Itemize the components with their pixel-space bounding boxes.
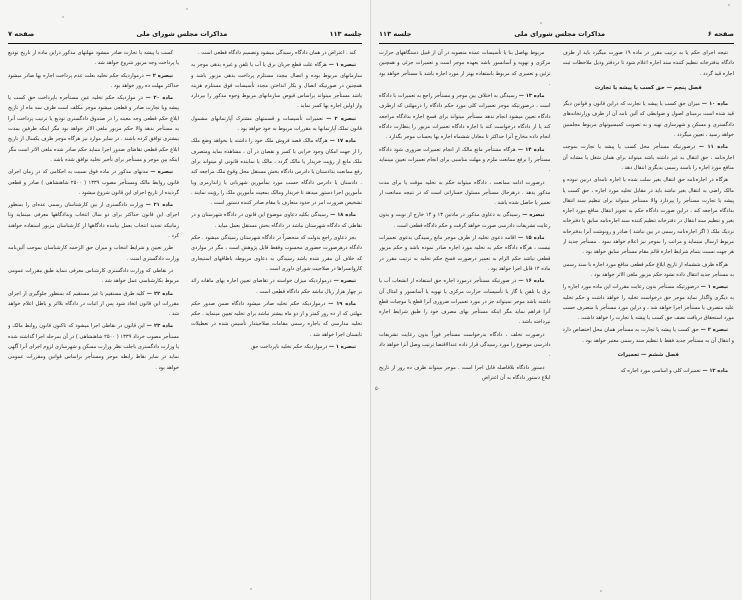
article-paragraph [191,210,362,231]
article-paragraph [191,342,362,352]
text-column-left [8,48,179,582]
article-paragraph [191,60,362,111]
article-number: ماده ۱۳ — [517,93,545,100]
article-text: در مواردیکه حکم تخلیه عین مستأجره باپرداخت حق کسب یا پیشه ویا تجارت صادر و قطعی میشود موجر مکلف است ظرف سه ماه از تاریخ ابلاغ حکم قطعی وجه معینه را در صندوق دادگستری تودیع یا ترتیب پرداخت آنرا به مستأجر بدهد والا حکم مزبور ملغی الاثر خواهد بود مگر اینکه طرفین بمدت بیشتری توافق کرده باشند . در سایر موارد نیز هرگاه موجر ظرف یکسال از تاریخ ابلاغ حکم قطعی تقاضای صدور اجرا ننماید حکم صادر شده ملغی الاثر است مگر اینکه بین موجر و مستأجر برای تأخیر تخلیه توافق شده باشد . [8,95,179,163]
text-column-left [379,48,551,582]
article-text: طرز تعیین و شرایط انتخاب و میزان حق الزحمه کارشناسان بموجب آئین‌نامه وزارت دادگستری است . [8,245,179,262]
header-title: مذاکرات مجلس شورای ملی [514,30,606,38]
article-text: مدتهای مذکور در ماده فوق نسبت به احکامی که در زمان اجرای قانون روابط مالک ومستأجر مصوب ۱۳۳۹ ( ۲۵۰۰ شاهنشاهی ) صادر و قطعی گردیده از تاریخ اجرای این قانون شروع میشود . [8,169,179,196]
article-paragraph [191,136,362,208]
article-number: ماده ۲۳ — [144,323,174,330]
article-paragraph [379,178,551,209]
section-title: فصل پنجم — حق کسب یا پیشه یا تجارت [594,84,702,91]
article-text: نتیجه اجرای حکم یا به ترتیب مقرر در ماده ۱۹ صورت میگیرد باید از طرف دادگاه بدفترخانه تنظیم کننده سند اجاره اعلام شود تا دردفتر وذیل ملاحظات ثبت اجاره قید گردد . [562,50,734,77]
text-column-right [563,48,735,582]
right-page-columns [379,48,734,582]
article-paragraph [8,200,179,241]
article-paragraph [379,210,551,231]
article-text: مربوط بهاصل بنا یا تأسیسات عمده منصوبه در آن از قبیل دستگاههای حرارت مرکزی و تهویه و آسانسور باشد بعهده موجر است و تعمیرات جزئی و همچنین تزئین و تعمیری که مربوط باستفاده بهتر از مورد اجاره باشد با مستأجر خواهد بود . [379,50,551,87]
article-text: رسیدگی بکلیه دعاوی موضوع این قانون در دادگاه شهرستان و در نقاطی که دادگاه شهرستان نباشد در دادگاه بخش مستقل بعمل میاید . [191,212,362,229]
session-label: جلسه ۱۱۳ [379,30,412,38]
article-paragraph [563,142,735,173]
article-number: ماده ۱۴ — [515,146,545,153]
article-text: دستور دادگاه بلافاصله قابل اجرا است . موجر میتواند ظرف ده روز از تاریخ ابلاغ دستور دادگاه به آن اعتراض [379,364,551,381]
scan-speck [186,8,188,10]
margin-note: ۵۰ [375,386,381,392]
scan-speck [540,22,542,24]
article-paragraph [191,276,362,297]
left-page-header [8,27,362,41]
article-text: وزارت دادگستری از بین کارشناسان رسمی عده‌ای را بمنظور اجرای این قانون حداکثر برای دو سال انتخاب وبدادگاهها معرفی مینماید وتا زمانیکه تجدید انتخاب بعمل نیامده دادگاهها از کارشناسان مزبور استفاده خواهند کرد . [8,202,179,240]
article-number: ماده ۱۸ — [328,212,356,219]
article-paragraph [8,289,179,320]
left-page-columns [8,48,362,582]
article-number: ماده ۲۰ — [142,95,174,102]
article-paragraph [379,330,551,361]
article-paragraph [563,325,735,346]
article-number: تبصره — [520,212,545,219]
right-page [371,0,742,600]
article-text: این قانون در نقاطی اجرا میشود که تاکنون قانون روابط مالک و مستأجر مصوب خرداد ۱۳۳۹ ( ۲۵۰۰ شاهنشاهی ) در آن بمرحله اجرا گذاشته شده یا وزارت دادگستری باجلب نظر وزارت مسکن و شهرسازی لزوم اجرای آنرا آگهی نماید در سایر نقاط رابطه موجر ومستأجر براساس قوانین ومقررات عمومی خواهد بود . [8,323,179,371]
article-number: تبصره ۱ — [327,344,356,351]
article-number: ماده ۱۰ — [699,101,729,108]
article-text: درمواردیکه حکم تخلیه بعلت عدم پرداخت اجاره بها صادر میشود حداکثر مهلت ده روز خواهد بود . [8,72,179,89]
article-number: تبصره ۲ — [143,72,173,79]
article-text: در نقاطی که وزارت دادگستری کارشناس معرفی ننماید طبق مقررات عمومی مربوط بکارشناسی عمل خواهد شد . [8,267,179,285]
header-rule [8,43,362,44]
article-paragraph [379,363,551,384]
article-number: ماده ۱۷ — [327,138,357,145]
article-paragraph [379,233,551,274]
article-paragraph [379,91,551,142]
article-number: ماده ۱۲ — [700,368,728,375]
article-paragraph [563,366,735,376]
article-paragraph [563,48,735,79]
article-number: ماده ۱۶ — [516,278,545,285]
session-label: جلسه ۱۱۳ [329,30,362,38]
article-number: تبصره ۲ — [322,115,357,122]
article-text: بجز دعاوی راجع بدولت که منحصراً در دادگاه شهرستان رسیدگی میشود . حکم دادگاه درهرصورت حضوری محسوب وفقط قابل پژوهش است ، مگر در مواردی که خلاف آن مقرر شده باشد رسیدگی به دعاوی مربوطه باطاقهای استیجاری کاروانسراها در صلاحیت شورای داوری است . [191,235,362,272]
article-text: درمواردیکه حکم تخلیه باپرداخت حق [251,344,328,351]
header-title: مذاکرات مجلس شورای ملی [136,30,228,38]
article-paragraph [191,48,362,58]
article-text: کلیه طرق مستقیم یا غیر مستقیم که بمنظور جلوگیری از اجرای مقررات این قانون اتخاذ شود پس از اثبات در دادگاه بلااثر و باطل اعلام خواهد شد . [8,290,179,318]
article-number: ماده ۱۹ — [325,300,356,307]
article-text: رسیدگی به اختلاف بین موجر و مستأجر راجع به تعمیرات با دادگاه است ، درصورتیکه موجر تعمیرات کلی مورد حکم دادگاه را درمهلتی که ازطرف دادگاه تعیین میشود انجام ندهد مستأجر میتواند برای فسخ اجاره بدادگاه مراجعه کند یا از دادگاه درخواست کند با اجازه دادگاه تعمیرات مزبور را بنظارت دادگاه انجام داده مخارج آنرا حداکثر تا معادل ششماه اجاره بها بحساب موجر بگذارد . [379,93,551,141]
article-paragraph [191,114,362,135]
article-number: ماده ۲۱ — [143,202,174,209]
article-paragraph [563,260,735,281]
article-paragraph [8,48,179,69]
article-paragraph [8,167,179,198]
article-paragraph [8,266,179,287]
article-paragraph [379,276,551,327]
article-paragraph [563,175,735,257]
article-text: حق کسب یا پیشه یا تجارت به مستأجر همان محل اختصاص دارد و انتقال آن به مستأجر جدید فقط با تنظیم سند رسمی معتبر خواهد بود . [562,327,734,344]
article-text: درصورت تخلف ، دادگاه بدرخواست مستأجر فوراً بدون رعایت تشریفات دادرسی موضوع را مورد رسیدگی قرار داده عندالاقتضا ترتیب وصل آنرا خواهد داد . [379,331,551,359]
article-number: ماده ۲۲ — [144,290,173,297]
article-number: ماده ۱۵ — [515,235,545,242]
scan-speck [62,16,64,18]
article-paragraph [8,243,179,264]
scan-speck [250,588,252,590]
article-text: رسیدگی به دعاوی مذکور در مادتین ۱۳ و ۱۴ خارج از نوبت و بدون رعایت تشریفات دادرسی صورت خواهد گرفت و حکم دادگاه قطعی است . [379,212,551,229]
article-number: تبصره ۲ — [698,327,728,334]
article-text: هرگاه در اجاره‌نامه حق انتقال بغیر سلب شده یا اجاره نامه‌ای دربین نبوده و مالک راضی به انتقال بغیر نباشد باید در مقابل تخلیه مورد اجاره ، حق کسب یا پیشه یا تجارت مستأجر را بپردازد والا مستأجر میتواند برای تنظیم سند انتقال بدادگاه مراجعه کند ، دراین صورت دادگاه حکم به تجویز انتقال منافع مورد اجاره بغیر و تنظیم سند انتقال در دفترخانه تنظیم کننده سند اجاره‌نامه سابق یا دفترخانه نزدیک ملک ( اگر اجاره‌نامه رسمی در بین نباشد ) صادر و رونوشت آنرا بدفترخانه مربوط ارسال مینماید و مراتب را بموجر نیز اعلام خواهد نمود . مستأجر جدید از هر جهت نسبت بتمام شرایط اجاره قائم مقام مستأجر سابق خواهد بود . [562,177,734,256]
article-text: هرگاه علت قطع جریان برق یا آب یا تلفن و غیره بدهی موجر به سازمانهای مربوط بوده و اتصال مجدد مستلزم پرداخت بدهی مزبور باشد و همچنین در صورتیکه اتصال و بکار انداختن مجدد تأسیسات فوق مستلزم هزینه باشد مستأجر میتواند براساس قبوض سازمانهای مربوط وجوه مذکور را بپردازد واز اولین اجاره بها کسر نماید . [191,62,362,110]
article-text: اقامه دعوی تخلیه از طرف موجر مانع رسیدگی بدعوی تعمیرات نیست ، هرگاه دادگاه حکم به تخلیه مورد اجاره صادر نموده باشد و حکم مزبور قطعی نباشد حکم الزام به تعمیر درصورت فسخ حکم تخلیه به ترتیب مقرر در ماده ۱۴ قابل اجرا خواهد بود . [379,235,551,272]
article-text: میزان حق کسب یا پیشه یا تجارت که دراین قانون و قوانین دیگر قید شده است برمبنای اصول و ضوابطی که آئین نامه آن از طرف وزارتخانه‌های دادگستری و مسکن و شهرسازی تهیه و به تصویب کمیسیونهای مربوط مجلسین خواهد رسید ، تعیین میگردد . [562,101,734,139]
article-paragraph [563,282,735,323]
scan-speck [600,590,602,592]
article-text: هرگاه ظرف ششماه از تاریخ ابلاغ حکم قطعی منافع مورد اجاره با سند رسمی به مستأجر جدید انتقال داده نشود حکم مزبور ملغی الاثر خواهد بود . [562,261,734,278]
article-paragraph [8,71,179,92]
article-paragraph [8,93,179,165]
header-rule [379,43,734,44]
article-text: تعمیرات کلی و اساسی مورد اجاره که [620,368,701,375]
article-number: ماده ۱۱ — [695,144,728,151]
article-text: درمواردیکه حکم تخلیه صادر میشود دادگاه ضمن صدور حکم مهلتی که از ده روز کمتر و از دو ماه بیشتر نباشد برای تخلیه تعیین مینماید . حکم تخلیه مدارسی که باجازه رسمی مقامات صلاحیتدار تأسیس شده در تعطیلات تابستان اجرا خواهد شد . [191,300,362,338]
article-text: هرگاه مالک قصد فروش ملک خود را داشته یا بخواهد وضع ملک را از جهت امکان وجود خرابی یا کسر و نقصان در آن ، مشاهده نماید ومتصرف ملک مانع از رؤیت خریدار یا مالک گردد ، مالک یا نماینده قانونی او میتواند برای رفع ممانعت بدادستان یا دادرس دادگاه بخش مستقل محل وقوع ملک مراجعه کند . دادستان یا دادرس دادگاه حسب مورد بمأمورین شهربانی یا ژاندارمری ویا مأمورین اجرا دستور میدهد تا خریدار ومالک بمعیت مأمورین ملک را رؤیت نمایند . تشخیص ضرورت امر در حدود متعارف با مقام صادر کننده دستور است . [191,138,362,207]
page-number: صفحه ۶ [707,30,734,38]
article-text: کند . اعتراض در همان دادگاه رسیدگی میشود وتصمیم دادگاه قطعی است . [197,50,356,56]
article-text: در صورتیکه مستأجر درمورد اجاره حق استفاده از انشعاب آب یا برق یا تلفن یا گاز یا تأسیسات حرارت مرکزی یا تهویه یا آسانسور و امثال آن داشته باشد موجر نمیتواند جز در مورد تعمیرات ضروری آنرا قطع یا موجبات قطع آنرا فراهم نماید مگر اینکه مستأجر بهای مصرف خود را طبق شرایط اجاره نپرداخته باشد . [379,278,551,326]
article-text: درصورتیکه مستأجر محل کسب یا پیشه یا تجارت بموجب اجاره‌نامه ، حق انتقال به غیر داشته باشد میتواند برای همان شغل یا مشابه آن منافع مورد اجاره را باسند رسمی بدیگری انتقال دهد . [562,144,734,171]
article-paragraph [191,233,362,274]
section-title: فصل ششم — تعمیرات [617,352,679,359]
article-text: درمواردیکه میزان خواسته در تقاضای تعیین اجاره بهای ماهانه زائد بر چهار هزار ریال نباشد حکم دادگاه قطعی است . [191,278,362,295]
article-paragraph [8,321,179,372]
article-text: کسب یا پیشه یا تجارت صادر میشود مهلتهای مذکور دراین ماده از تاریخ تودیع یا پرداخت وجه مزبور شروع خواهد شد . [8,50,179,67]
text-column-right [191,48,362,582]
article-text: درصورتیکه مستأجر بدون رعایت مقررات این ماده مورد اجاره را به دیگری واگذار نماید موجر حق درخواست تخلیه را خواهد داشت و حکم تخلیه علیه متصرف یا مستأجر اجرا خواهد شد ، و دراین مورد مستأجر یا متصرف حسب مورد استحقاق دریافت نصف حق کسب یا پیشه یا تجارت را خواهد داشت . [562,284,734,322]
article-text: تعمیرات تأسیسات و قسمتهای مشترک آپارتمانهای مشمول قانون تملک آپارتمانها به مقررات مربوط به خود خواهد بود . [191,115,362,133]
article-paragraph [379,48,551,89]
article-text: هرگاه مستأجر مانع مالک از انجام تعمیرات ضروری شود دادگاه مستأجر را برفع ممانعت ملزم و مهلت مناسبی برای انجام تعمیرات تعیین مینماید . [379,146,551,174]
page-number: صفحه ۷ [8,30,35,38]
article-number: تبصره — [331,278,356,285]
article-paragraph [379,145,551,176]
article-paragraph [563,99,735,140]
article-paragraph [191,299,362,340]
article-number: تبصره ۱ — [326,62,356,69]
right-page-header [379,27,734,41]
article-number: تبصره — [148,169,173,176]
scan-speck [728,4,730,6]
article-number: تبصره ۱ — [698,284,728,291]
article-text: درصورت ادامه ممانعت ، دادگاه میتواند حکم به تخلیه موقت یا برای مدت مذکور بدهد . درهرحال مستأجر مسئول خساراتی است که در نتیجه ممانعت از تعمیر یا حاصل شده باشد . [379,179,551,207]
